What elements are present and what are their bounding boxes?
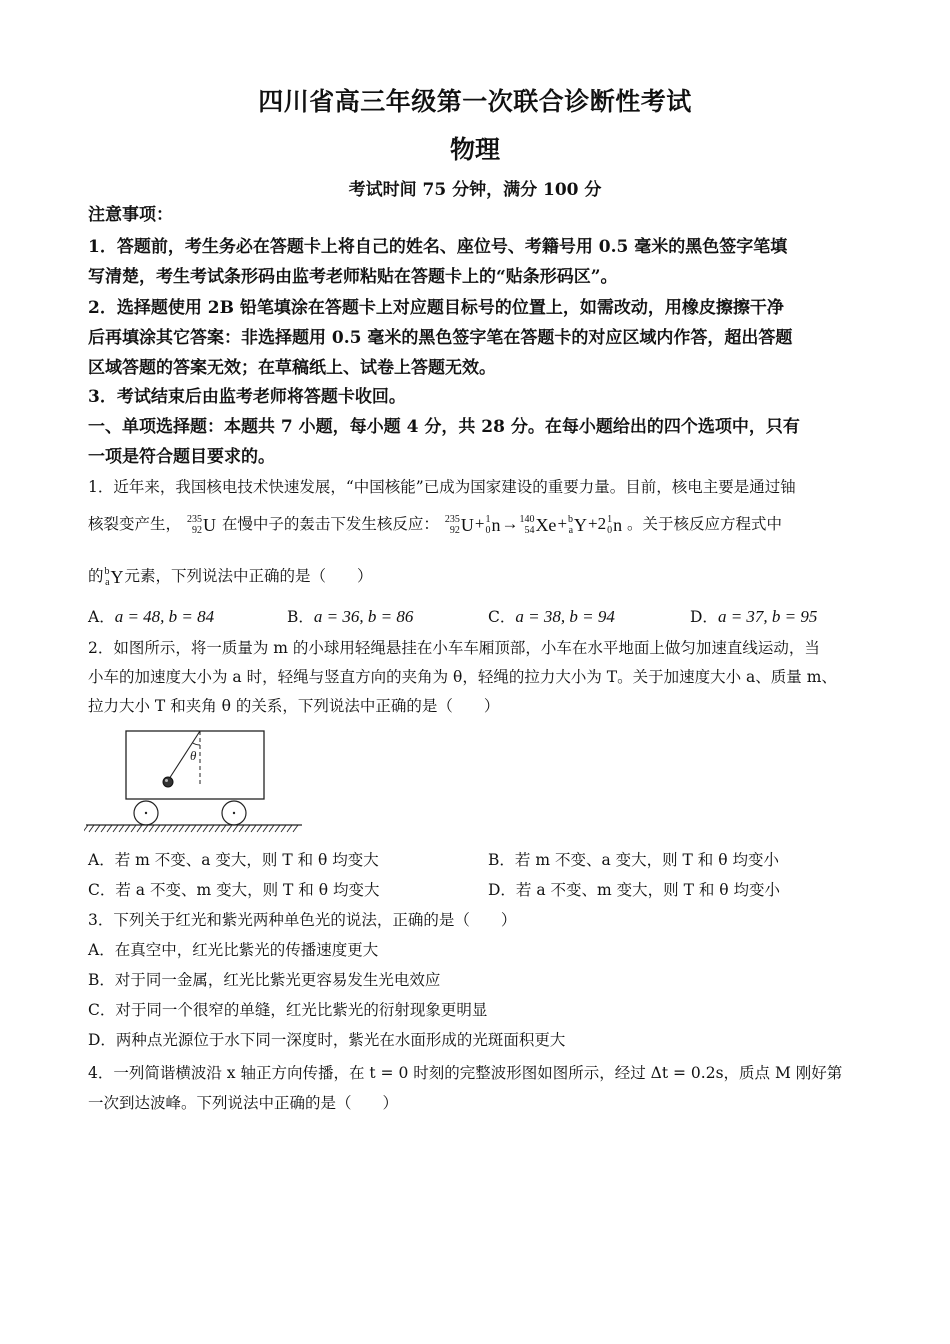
theta-label: θ (190, 748, 197, 763)
q3-option-d: D．两种点光源位于水下同一深度时，紫光在水面形成的光斑面积更大 (88, 1031, 566, 1049)
q2-line-3: 拉力大小 T 和夹角 θ 的关系，下列说法中正确的是（ ） (88, 697, 500, 715)
q1-line-2-text-b: 在慢中子的轰击下发生核反应： (221, 515, 439, 533)
q2-line-1: 2．如图所示，将一质量为 m 的小球用轻绳悬挂在小车车厢顶部，小车在水平地面上做匀加速直线运动，当 (88, 639, 820, 657)
cart-body (126, 731, 264, 799)
section-1-line-1: 一、单项选择题：本题共 7 小题，每小题 4 分，共 28 分。在每小题给出的四个选项中，只有 (88, 417, 800, 437)
section-1-line-2: 一项是符合题目要求的。 (88, 447, 275, 467)
q1-option-d: D．a = 37, b = 95 (690, 607, 818, 626)
notice-item-2-line-2: 后再填涂其它答案：非选择题用 0.5 毫米的黑色签字笔在答题卡的对应区域内作答，超出答题 (88, 328, 793, 348)
notice-item-1-line-1: 1．答题前，考生务必在答题卡上将自己的姓名、座位号、考籍号用 0.5 毫米的黑色签字笔填 (88, 237, 788, 257)
q1-option-a: A．a = 48, b = 84 (88, 607, 215, 626)
q4-line-1: 4．一列简谐横波沿 x 轴正方向传播，在 t = 0 时刻的完整波形图如图所示，经过 Δt = 0.2s，质点 M 刚好第 (88, 1064, 843, 1082)
cart-pendulum-figure (84, 727, 306, 837)
q2-option-c: C．若 a 不变、m 变大，则 T 和 θ 均变大 (88, 881, 380, 899)
exam-info: 考试时间 75 分钟，满分 100 分 (348, 180, 602, 200)
ball (163, 777, 173, 787)
q2-option-d: D．若 a 不变、m 变大，则 T 和 θ 均变小 (488, 881, 781, 899)
q3-option-c: C．对于同一个很窄的单缝，红光比紫光的衍射现象更明显 (88, 1001, 488, 1019)
q1-option-c: C．a = 38, b = 94 (488, 607, 615, 626)
q1-line-3: 的 b a Y元素，下列说法中正确的是（ ） (88, 566, 373, 588)
q3-stem: 3．下列关于红光和紫光两种单色光的说法，正确的是（ ） (88, 911, 517, 929)
q1-line-2-text-a: 核裂变产生， (88, 515, 182, 533)
notice-item-1-line-2: 写清楚，考生考试条形码由监考老师粘贴在答题卡上的“贴条形码区”。 (88, 267, 618, 287)
exam-title: 四川省高三年级第一次联合诊断性考试 (258, 87, 692, 116)
nuclear-equation: 235 92 U+ 1 0 n→ 140 54 Xe+ b a Y+2 1 0 n (444, 514, 623, 537)
q1-line-1: 1．近年来，我国核电技术快速发展，“中国核能”已成为国家建设的重要力量。目前，核电主要是通过铀 (88, 478, 796, 496)
q4-line-2: 一次到达波峰。下列说法中正确的是（ ） (88, 1094, 399, 1112)
ground-hatching (84, 825, 298, 832)
q1-line-2-text-c: 。关于核反应方程式中 (627, 515, 783, 533)
subject-title: 物理 (449, 135, 500, 164)
notice-item-2-line-1: 2．选择题使用 2B 铅笔填涂在答题卡上对应题目标号的位置上，如需改动，用橡皮擦擦干净 (88, 298, 784, 318)
isotope-uranium: 235 92 U (186, 514, 216, 536)
isotope-y: b a Y (104, 566, 124, 588)
q3-option-b: B．对于同一金属，红光比紫光更容易发生光电效应 (88, 971, 441, 989)
q1-line-2 (88, 512, 782, 536)
q3-option-a: A．在真空中，红光比紫光的传播速度更大 (88, 941, 379, 959)
q2-line-2: 小车的加速度大小为 a 时，轻绳与竖直方向的夹角为 θ，轻绳的拉力大小为 T。关于加速度大小 a、质量 m、 (88, 668, 837, 686)
q2-option-b: B．若 m 不变、a 变大，则 T 和 θ 均变小 (488, 851, 779, 869)
notice-item-3: 3．考试结束后由监考老师将答题卡收回。 (88, 387, 406, 407)
notice-item-2-line-3: 区域答题的答案无效；在草稿纸上、试卷上答题无效。 (88, 358, 496, 378)
notice-heading: 注意事项： (88, 205, 173, 225)
angle-arc (192, 743, 200, 745)
q1-option-b: B．a = 36, b = 86 (287, 607, 414, 626)
q2-option-a: A．若 m 不变、a 变大，则 T 和 θ 均变大 (88, 851, 379, 869)
